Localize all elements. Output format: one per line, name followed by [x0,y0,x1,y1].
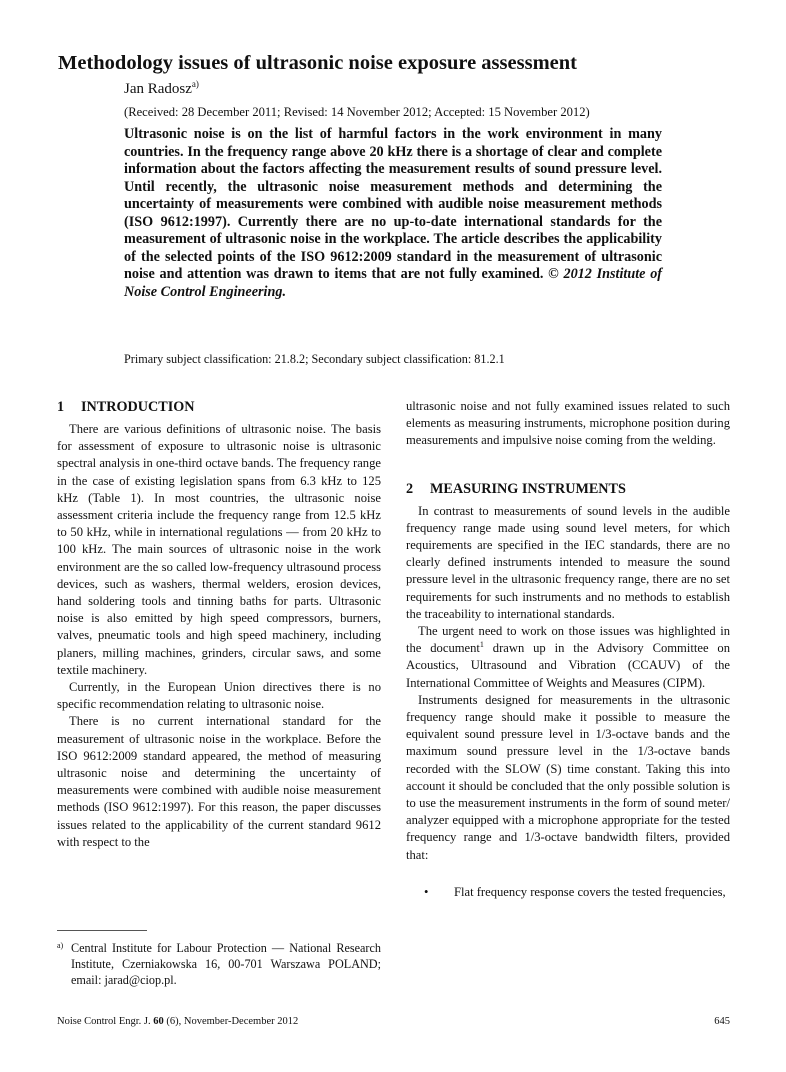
right-column [406,398,730,901]
instruments-paragraph-2-end: drawn up in the Advisory Committee on Acoustics, Ultrasound and Vibration (CCAUV) of the International Committee of Weights and Measures (CIPM). [406,641,730,690]
section-2-heading [406,480,730,498]
instruments-paragraph-2-start: The urgent need to work on those issues was highlighted in the document [406,624,730,656]
author-affiliation-mark: a) [191,79,199,89]
journal-issue: (6), November-December 2012 [166,1016,299,1027]
author-line [124,80,199,98]
journal-volume: 60 [153,1016,164,1027]
section-1-heading [57,398,381,416]
instruments-paragraph-2 [406,623,730,692]
intro-paragraph-1: There are various definitions of ultrasonic noise. The basis for assessment of exposure to ultrasonic noise is ultrasonic spectral analysis in one-third octave bands. The frequency range in the case of existing legislation spans from 6.3 kHz to 125 kHz (Table 1). In most countries, the ultrasonic noise assessment criteria include the frequency range from 12.5 kHz to 50 kHz, while in international regulations — from 20 kHz to 100 kHz. The main sources of ultrasonic noise in the work environment are the so called low-frequency ultrasound process devices, such as washers, thermal welders, erosion devices, hand soldering tools and tinning baths for parts. Ultrasonic noise is also emitted by high speed compressors, burners, valves, pneumatic tools and high speed machinery, including planers, milling machines, grinders, circular saws, and some textile machinery. [57,422,381,677]
abstract-text: Ultrasonic noise is on the list of harmful factors in the work environment in many countries. In the frequency range above 20 kHz there is a shortage of clear and complete information about the factors affecting the measurement results of sound pressure level. Until recently, the ultrasonic noise measurement methods and determining the uncertainty of measurements were combined with audible noise measurement methods (ISO 9612:1997). Currently there are no up-to-date international standards for the measurement of ultrasonic noise in the workplace. The article describes the applicability of the selected points of the ISO 9612:2009 standard in the measurement of ultrasonic noise and attention was drawn to items that are not fully examined. [124,126,662,282]
intro-paragraph-3: There is no current international standard for the measurement of ultrasonic noise in the workplace. Before the ISO 9612:2009 standard appeared, the method of measuring ultrasonic noise and determining the uncertainty of measurements were combined with audible noise measurement methods (ISO 9612:1997). For this reason, the paper discusses issues related to the applicability of the current standard 9612 with respect to the [57,714,381,849]
intro-paragraph-3-continued: ultrasonic noise and not fully examined issues related to such elements as measuring instruments, microphone position during measurements and impulsive noise coming from the welding. [406,399,730,448]
journal-footer [57,1015,298,1029]
section-1-title: INTRODUCTION [81,399,195,415]
abstract-copyright: © 2012 Institute of Noise Control Engineering. [124,266,663,300]
reference-marker: 1 [479,640,484,650]
section-2-title: MEASURING INSTRUMENTS [430,480,626,497]
intro-paragraph-2: Currently, in the European Union directives there is no specific recommendation relating to ultrasonic noise. [57,680,381,712]
author-name: Jan Radosz [124,81,192,97]
received-dates: (Received: 28 December 2011; Revised: 14 November 2012; Accepted: 15 November 2012) [124,105,590,119]
abstract [124,126,662,301]
section-1-number: 1 [57,399,65,415]
footnote-text: Central Institute for Labour Protection — National Research Institute, Czerniakowska 16, 00-701 Warszawa POLAND; email: jarad@ciop.pl. [71,941,381,987]
list-item-text: Flat frequency response covers the tested frequencies, [454,884,726,899]
page-number: 645 [714,1016,730,1027]
left-column [57,398,381,851]
instruments-paragraph-3: Instruments designed for measurements in the ultrasonic frequency range should make it possible to measure the equivalent sound pressure level in 1/3-octave bands and the maximum sound pressure level in the 1/3-octave bands recorded with the SLOW (S) time constant. Taking this into account it should be concluded that the only possible solution is to use the measurement instruments in the form of sound meter/ analyzer equipped with a microphone appropriate for the tested frequency range and 1/3-octave bandwidth filters, provided that: [406,692,730,862]
journal-name: Noise Control Engr. J. [57,1016,151,1027]
footnote-divider [57,930,147,931]
article-title: Methodology issues of ultrasonic noise exposure assessment [58,52,577,74]
instruments-paragraph-1: In contrast to measurements of sound levels in the audible frequency range made using sound level meters, for which requirements are specified in the IEC standards, there are no clearly defined instruments intended to measure the sound pressure level in the ultrasonic frequency range, there are no set requirements for such instruments and no methods to establish the traceability to international standards. [406,503,730,621]
bullet-icon: • [424,884,429,899]
footnote [57,940,381,988]
section-2-number: 2 [406,480,414,497]
subject-classification: Primary subject classification: 21.8.2; Secondary subject classification: 81.2.1 [124,352,505,366]
footnote-mark: a) [57,941,64,950]
list-item [406,884,730,901]
